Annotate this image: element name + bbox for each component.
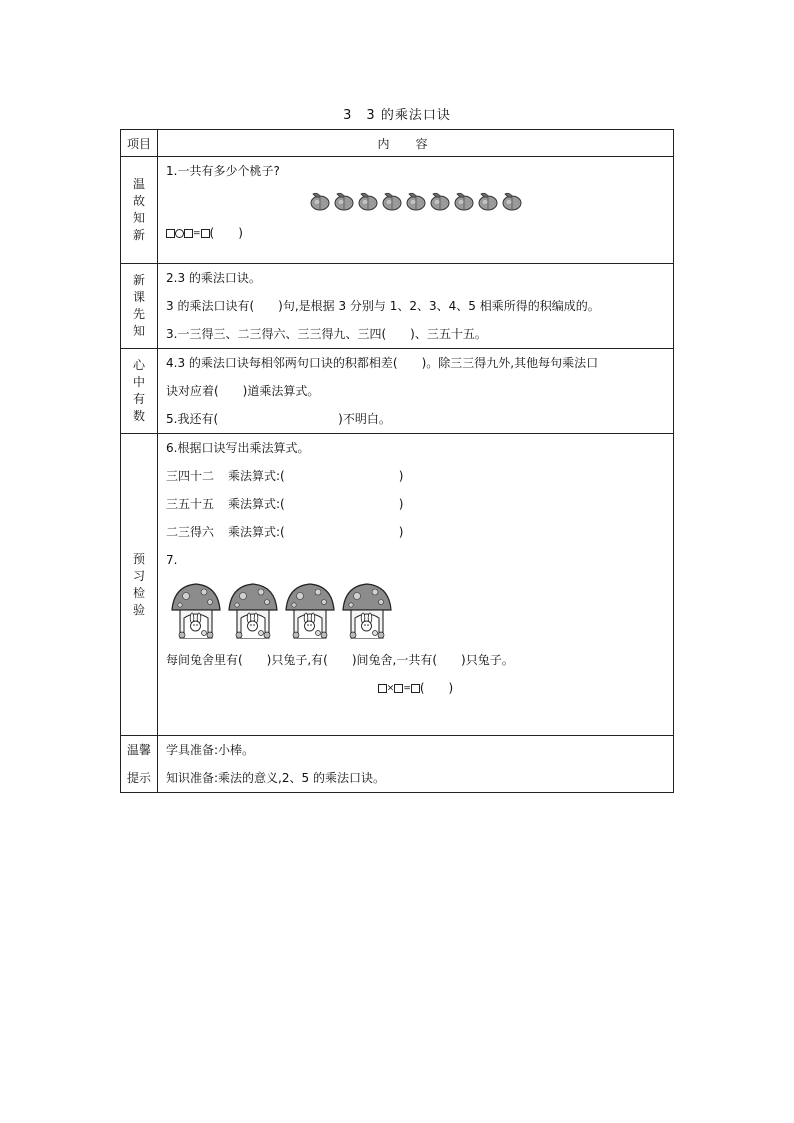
question-7: 7. bbox=[166, 553, 178, 567]
blank-box bbox=[201, 229, 210, 238]
preview-line-3: 3.一三得三、二三得六、三三得九、三四( )、三五十五。 bbox=[166, 327, 487, 341]
answer-blank: ( ) bbox=[209, 226, 243, 240]
blank-box bbox=[411, 684, 420, 693]
page-title: 3 3 的乘法口诀 bbox=[343, 108, 451, 123]
answer-blank: ( ) bbox=[419, 681, 454, 695]
rhyme-row: 三四十二 乘法算式:( ) bbox=[166, 469, 404, 483]
section-label-check: 预 习 检 验 bbox=[132, 551, 145, 617]
formula-review: = ( ) bbox=[158, 219, 673, 247]
peach-icon bbox=[405, 189, 427, 211]
preview-line-1: 2.3 的乘法口诀。 bbox=[166, 271, 261, 285]
blank-circle bbox=[175, 229, 184, 238]
header-item: 项目 bbox=[121, 130, 158, 157]
question-1: 1.一共有多少个桃子? bbox=[166, 164, 280, 178]
section-label-preview: 新 课 先 知 bbox=[132, 273, 145, 338]
peach-icon bbox=[333, 189, 355, 211]
section-tips bbox=[121, 736, 674, 793]
tips-line-1: 学具准备:小棒。 bbox=[166, 743, 255, 757]
tips-label-1: 温馨 bbox=[126, 743, 151, 757]
section-preview bbox=[121, 264, 674, 349]
formula-check: × = ( ) bbox=[158, 674, 673, 702]
tips-line-2: 知识准备:乘法的意义,2、5 的乘法口诀。 bbox=[166, 771, 385, 785]
blank-box bbox=[166, 229, 175, 238]
rabbit-house-icon bbox=[339, 580, 395, 642]
peach-icon bbox=[357, 189, 379, 211]
preview-line-2: 3 的乘法口诀有( )句,是根据 3 分别与 1、2、3、4、5 相乘所得的积编成的。 bbox=[166, 299, 600, 313]
question-6: 6.根据口诀写出乘法算式。 bbox=[166, 441, 310, 455]
peach-icon bbox=[453, 189, 475, 211]
header-content: 内容 bbox=[158, 130, 674, 157]
rabbit-house-icon bbox=[225, 580, 281, 642]
blank-box bbox=[378, 684, 387, 693]
peach-icon bbox=[429, 189, 451, 211]
section-label-review: 温 故 知 新 bbox=[132, 177, 145, 242]
blank-box bbox=[184, 229, 193, 238]
rabbit-house-icon bbox=[282, 580, 338, 642]
rabbit-house-icon bbox=[168, 580, 224, 642]
rhyme-row: 二三得六 乘法算式:( ) bbox=[166, 525, 404, 539]
rhyme-row: 三五十五 乘法算式:( ) bbox=[166, 497, 404, 511]
mind-line-1: 4.3 的乘法口诀每相邻两句口诀的积都相差( )。除三三得九外,其他每句乘法口 bbox=[166, 356, 599, 370]
peach-icon bbox=[477, 189, 499, 211]
peach-icon bbox=[309, 189, 331, 211]
table-header-row bbox=[121, 130, 674, 157]
mind-line-2: 诀对应着( )道乘法算式。 bbox=[166, 384, 320, 398]
section-mind bbox=[121, 349, 674, 434]
blank-box bbox=[394, 684, 403, 693]
rabbit-house-row bbox=[158, 574, 673, 642]
peach-row bbox=[158, 189, 673, 213]
section-label-mind: 心 中 有 数 bbox=[132, 358, 145, 423]
tips-label-2: 提示 bbox=[126, 771, 151, 785]
peach-icon bbox=[501, 189, 523, 211]
section-check bbox=[121, 434, 674, 736]
mind-line-3: 5.我还有( )不明白。 bbox=[166, 412, 391, 426]
worksheet-table bbox=[120, 129, 674, 793]
rabbit-sentence: 每间兔舍里有( )只兔子,有( )间兔舍,一共有( )只兔子。 bbox=[166, 653, 514, 667]
section-review bbox=[121, 157, 674, 264]
peach-icon bbox=[381, 189, 403, 211]
